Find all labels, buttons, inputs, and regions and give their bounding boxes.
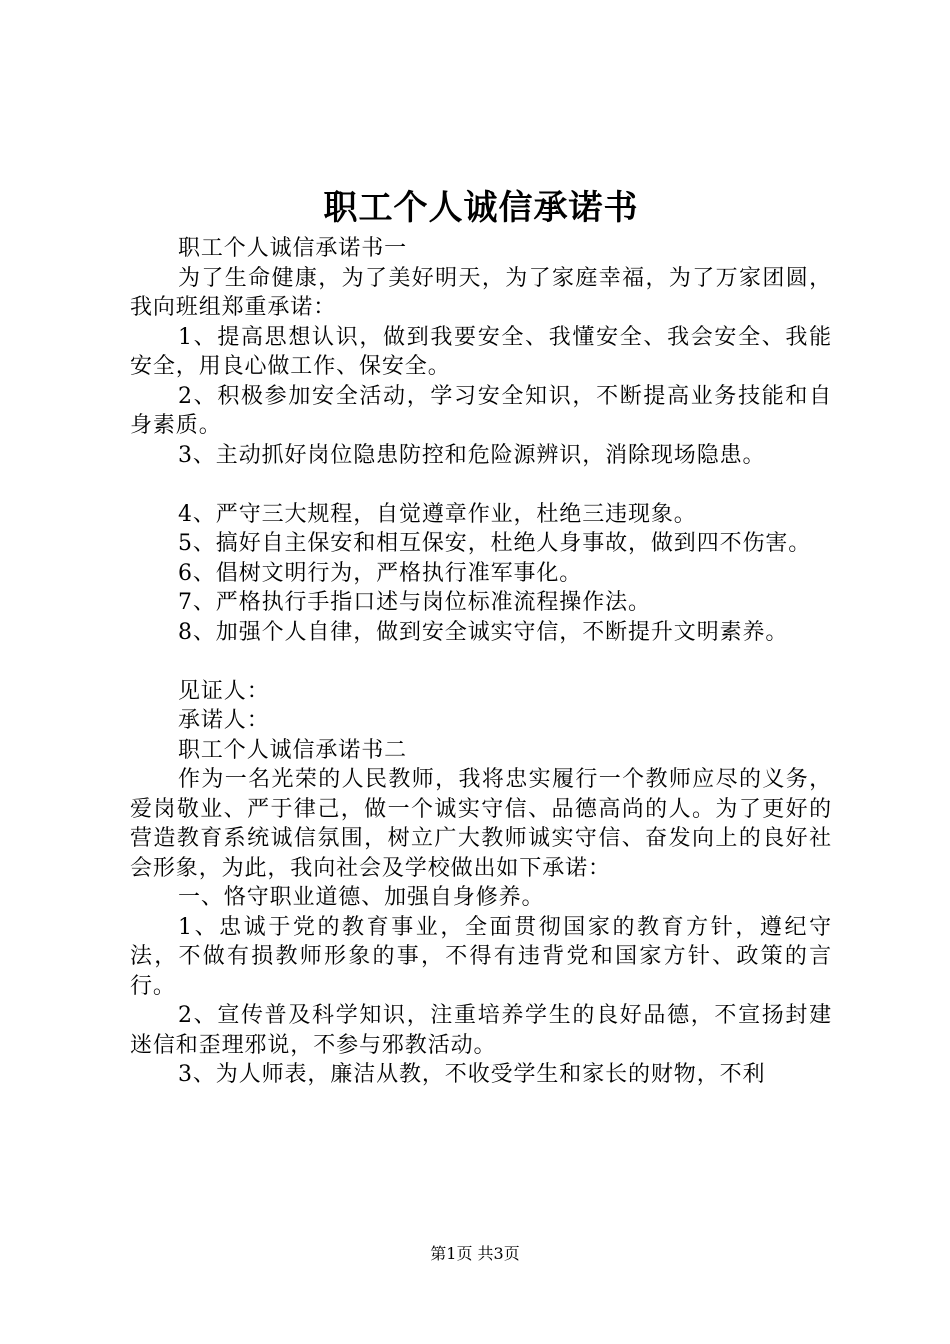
paragraph: 3、主动抓好岗位隐患防控和危险源辨识，消除现场隐患。 xyxy=(178,442,766,468)
page-footer: 第1页 共3页 xyxy=(430,1244,520,1263)
document-title: 职工个人诚信承诺书 xyxy=(323,188,639,228)
paragraph: 职工个人诚信承诺书一 xyxy=(178,236,408,261)
document-page xyxy=(130,0,832,1344)
paragraph: 8、加强个人自律，做到安全诚实守信，不断提升文明素养。 xyxy=(178,619,789,645)
paragraph: 职工个人诚信承诺书二 xyxy=(178,737,408,763)
paragraph: 6、倡树文明行为，严格执行准军事化。 xyxy=(178,560,583,586)
paragraph: 一、恪守职业道德、加强自身修养。 xyxy=(178,885,545,910)
paragraph: 7、严格执行手指口述与岗位标准流程操作法。 xyxy=(178,590,651,615)
paragraph: 5、搞好自主保安和相互保安，杜绝人身事故，做到四不伤害。 xyxy=(178,531,812,556)
paragraph: 1、忠诚于党的教育事业，全面贯彻国家的教育方针，遵纪守法，不做有损教师形象的事，不得有违背党和国家方针、政策的言行。 xyxy=(130,914,832,999)
blank-line xyxy=(130,470,832,500)
blank-line xyxy=(130,647,832,677)
paragraph: 为了生命健康，为了美好明天，为了家庭幸福，为了万家团圆，我向班组郑重承诺： xyxy=(130,265,832,320)
paragraph: 3、为人师表，廉洁从教，不收受学生和家长的财物，不利 xyxy=(178,1062,766,1087)
paragraph: 4、严守三大规程，自觉遵章作业，杜绝三违现象。 xyxy=(178,501,697,527)
document-body xyxy=(130,234,832,1090)
paragraph: 作为一名光荣的人民教师，我将忠实履行一个教师应尽的义务，爱岗敬业、严于律己，做一个诚实守信、品德高尚的人。为了更好的营造教育系统诚信氛围，树立广大教师诚实守信、奋发向上的良好社会形象，为此，我向社会及学校做出如下承诺： xyxy=(130,767,832,881)
witness-line: 见证人： xyxy=(178,678,270,704)
promisor-line: 承诺人： xyxy=(178,708,270,733)
paragraph: 2、宣传普及科学知识，注重培养学生的良好品德，不宣扬封建迷信和歪理邪说，不参与邪教活动。 xyxy=(130,1003,832,1058)
paragraph: 1、提高思想认识，做到我要安全、我懂安全、我会安全、我能安全，用良心做工作、保安全。 xyxy=(130,324,832,379)
paragraph: 2、积极参加安全活动，学习安全知识，不断提高业务技能和自身素质。 xyxy=(130,383,832,438)
